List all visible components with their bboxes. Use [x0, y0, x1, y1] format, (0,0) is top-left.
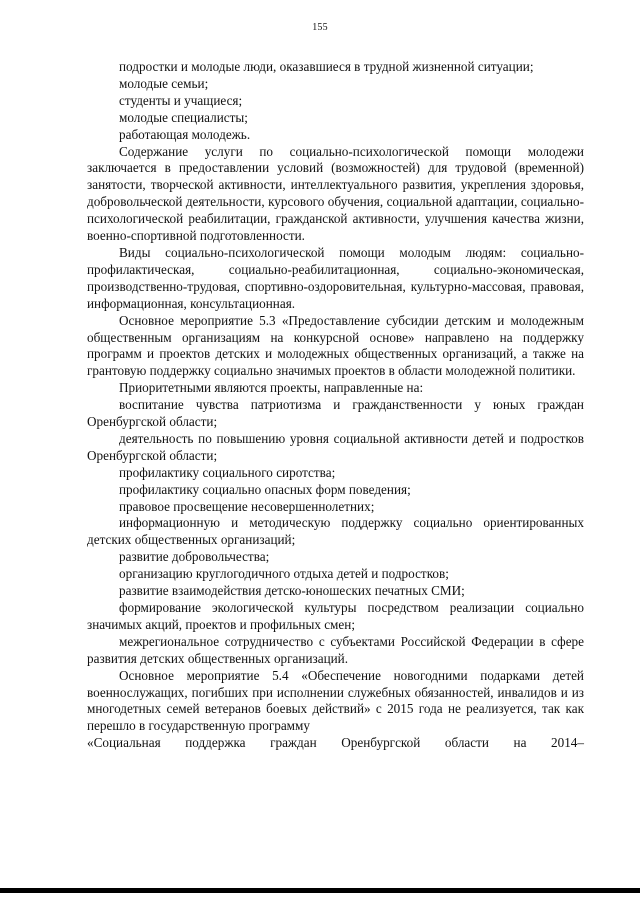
- paragraph-students: студенты и учащиеся;: [119, 92, 243, 108]
- paragraph-ecology: формирование экологической культуры посредством реализации социально значимых акций, проектов и профильных смен;: [87, 600, 584, 632]
- paragraph-orphanhood: профилактику социального сиротства;: [119, 464, 336, 480]
- last-line-word: граждан: [270, 735, 317, 751]
- paragraph-volunteering: развитие добровольчества;: [119, 549, 270, 565]
- paragraph-patriotism: воспитание чувства патриотизма и гражданственности у юных граждан Оренбургской области;: [87, 397, 584, 430]
- last-line-word: области: [444, 735, 489, 751]
- paragraph-working-youth: работающая молодежь.: [119, 126, 251, 142]
- paragraph-recreation: организацию круглогодичного отдыха детей и подростков;: [119, 566, 449, 582]
- paragraph-social-activity: деятельность по повышению уровня социальной активности детей и подростков Оренбургской области;: [87, 430, 584, 463]
- paragraph-media: развитие взаимодействия детско-юношеских печатных СМИ;: [119, 583, 465, 599]
- last-line-word: поддержка: [185, 735, 246, 751]
- paragraph-measure-5-4: Основное мероприятие 5.4 «Обеспечение новогодними подарками детей военнослужащих, погибших при исполнении служебных обязанностей, инвалидов и из многодетных семей ветеранов боевых действий» с 2015 года не реализуется, так как перешло в государственную программу: [87, 667, 584, 734]
- last-line-word: «Социальная: [87, 735, 161, 751]
- paragraph-measure-5-3: Основное мероприятие 5.3 «Предоставление субсидии детским и молодежным общественным организациям на конкурсной основе» направлено на поддержку программ и проектов детских и молодежных общественных организаций, а также на грантовую поддержку социально значимых проектов в области молодежной политики.: [87, 312, 584, 379]
- bottom-border-line: [0, 888, 640, 893]
- paragraph-priorities: Приоритетными являются проекты, направленные на:: [119, 380, 424, 396]
- paragraph-young-specialists: молодые специалисты;: [119, 109, 248, 125]
- paragraph-service-content: Содержание услуги по социально-психологической помощи молодежи заключается в предоставлении условий (возможностей) для трудовой (временной) занятости, творческой активности, интеллектуального развития, укрепления здоровья, добровольческой деятельности, курсового обучения, социальной адаптации, социально-психологической реабилитации, гражданской активности, улучшения качества жизни, военно-спортивной подготовленности.: [87, 143, 584, 244]
- paragraph-interregional: межрегиональное сотрудничество с субъектами Российской Федерации в сфере развития детских общественных организаций.: [87, 633, 584, 666]
- last-line: [87, 735, 584, 752]
- paragraph-info-support: информационную и методическую поддержку социально ориентированных детских общественных организаций;: [87, 515, 584, 548]
- last-line-word: Оренбургской: [341, 735, 421, 751]
- last-line-word: на: [513, 735, 527, 751]
- paragraph-legal-education: правовое просвещение несовершеннолетних;: [119, 498, 375, 514]
- page-number: 155: [312, 22, 328, 33]
- paragraph-young-families: молодые семьи;: [119, 75, 209, 91]
- paragraph-youth-difficult: подростки и молодые люди, оказавшиеся в трудной жизненной ситуации;: [119, 59, 534, 74]
- paragraph-dangerous-behavior: профилактику социально опасных форм поведения;: [119, 481, 411, 497]
- last-line-word: 2014–: [551, 735, 584, 751]
- paragraph-help-types: Виды социально-психологической помощи молодым людям: социально-профилактическая, социально-реабилитационная, социально-экономическая, производственно-трудовая, спортивно-оздоровительная, культурно-массовая, правовая, информационная, консультационная.: [87, 244, 584, 311]
- document-body: [87, 59, 584, 752]
